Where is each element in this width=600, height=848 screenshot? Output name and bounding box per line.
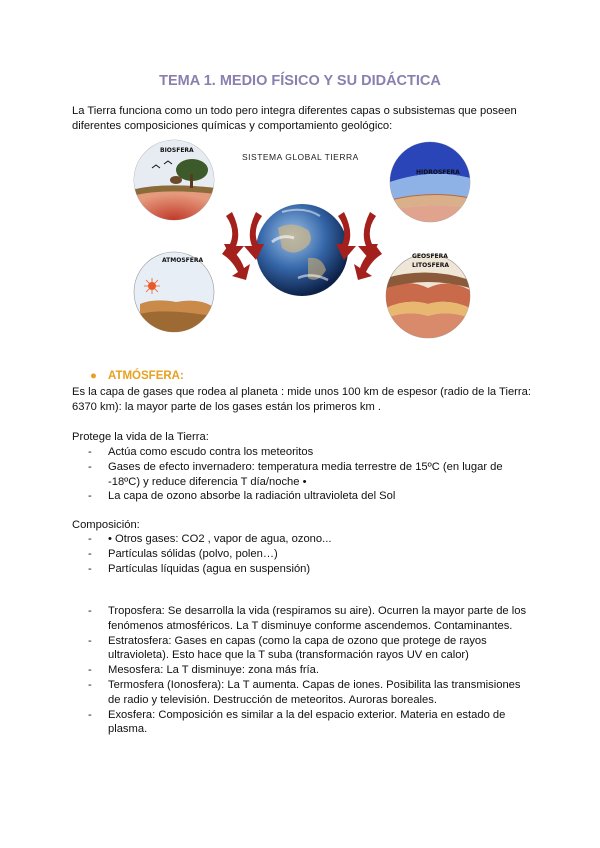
- definition-line-1: Es la capa de gases que rodea al planeta : mide unos 100 km de espesor (radio de la Tierra:: [72, 386, 531, 398]
- label-biosfera: BIOSFERA: [160, 147, 194, 154]
- list-item: - La capa de ozono absorbe la radiación ultravioleta del Sol: [88, 490, 396, 503]
- hidrosfera-circle: [390, 142, 470, 228]
- sun-icon: [144, 278, 160, 294]
- atmosfera-circle: [134, 252, 214, 338]
- capas-list: [88, 604, 538, 737]
- list-item: - Troposfera: Se desarrolla la vida (respiramos su aire). Ocurren la mayor parte de los fenómenos atmosféricos. La T disminuye conforme ascendemos. Contaminantes.: [88, 605, 527, 632]
- list-item: - Exosfera: Composición es similar a la del espacio exterior. Materia en estado de plasma.: [88, 708, 506, 736]
- page-title: TEMA 1. MEDIO FÍSICO Y SU DIDÁCTICA: [159, 73, 441, 89]
- list-item: - Mesosfera: La T disminuye: zona más fría.: [88, 664, 319, 677]
- list-item: - Estratosfera: Gases en capas (como la capa de ozono que protege de rayos ultravioleta). Esto hace que la T suba (transformación rayos UV en calor): [88, 634, 487, 662]
- list-item: - Actúa como escudo contra los meteoritos: [88, 446, 314, 458]
- atmosfera-definition: [72, 385, 542, 415]
- protege-label: Protege la vida de la Tierra:: [72, 431, 209, 443]
- heading-bullet: ●: [90, 370, 97, 382]
- geosfera-circle: [386, 253, 470, 338]
- list-item: - Partículas líquidas (agua en suspensión): [88, 562, 311, 575]
- list-item: - Gases de efecto invernadero: temperatura media terrestre de 15ºC (en lugar de -18ºC) y reduce diferencia T día/noche •: [88, 460, 503, 488]
- label-litosfera: LITOSFERA: [412, 262, 450, 269]
- list-item: - Termosfera (Ionosfera): La T aumenta. Capas de iones. Posibilita las transmisiones de radio y televisión. Destrucción de meteoritos. Auroras boreales.: [88, 678, 521, 706]
- composicion-label: Composición:: [72, 519, 140, 531]
- composicion-list: [88, 532, 538, 576]
- section-heading: [90, 370, 184, 382]
- list-item: - • Otros gases: CO2 , vapor de agua, ozono...: [88, 533, 332, 545]
- intro-paragraph: [72, 104, 542, 134]
- biosfera-circle: [132, 138, 216, 228]
- definition-line-2: 6370 km): la mayor parte de los gases están los primeros km .: [72, 401, 382, 413]
- diagram-title: SISTEMA GLOBAL TIERRA: [242, 152, 359, 162]
- label-hidrosfera: HIDROSFERA: [416, 169, 460, 176]
- protege-list: [88, 445, 538, 504]
- label-geosfera: GEOSFERA: [412, 253, 448, 260]
- intro-line-1: La Tierra funciona como un todo pero integra diferentes capas o subsistemas que poseen: [72, 105, 517, 117]
- list-item: - Partículas sólidas (polvo, polen…): [88, 547, 278, 560]
- earth-system-diagram: [132, 138, 472, 344]
- label-atmosfera: ATMOSFERA: [162, 257, 204, 264]
- heading-text: ATMÓSFERA:: [108, 370, 184, 382]
- intro-line-2: diferentes composiciones químicas y comportamiento geológico:: [72, 120, 393, 132]
- earth-globe: [256, 204, 348, 296]
